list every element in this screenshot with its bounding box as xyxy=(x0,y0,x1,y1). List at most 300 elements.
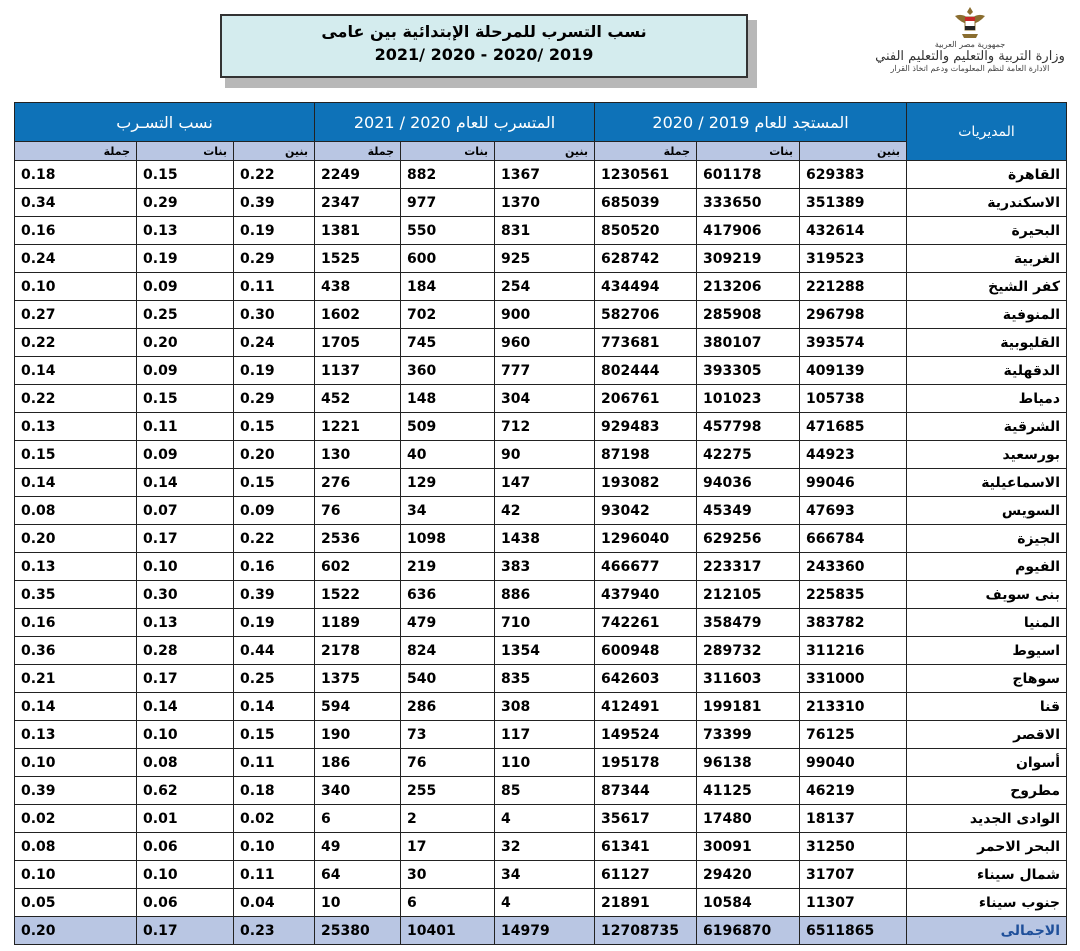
enrolled-total-cell: 195178 xyxy=(595,749,697,777)
enrolled-boys-cell: 383782 xyxy=(800,609,907,637)
rate-boys-cell: 0.14 xyxy=(234,693,315,721)
dropped-girls-cell: 479 xyxy=(401,609,495,637)
dropped-girls-cell: 10401 xyxy=(401,917,495,945)
dropped-total-cell: 452 xyxy=(315,385,401,413)
rate-girls-cell: 0.30 xyxy=(137,581,234,609)
table-row xyxy=(15,329,1067,357)
table-row xyxy=(15,805,1067,833)
enrolled-total-cell: 642603 xyxy=(595,665,697,693)
rate-girls-cell: 0.10 xyxy=(137,861,234,889)
governorate-name: كفر الشيخ xyxy=(907,273,1067,301)
dropped-boys-cell: 308 xyxy=(495,693,595,721)
enrolled-total-cell: 93042 xyxy=(595,497,697,525)
rate-total-cell: 0.10 xyxy=(15,861,137,889)
enrolled-girls-cell: 6196870 xyxy=(697,917,800,945)
enrolled-total-cell: 61127 xyxy=(595,861,697,889)
enrolled-total-cell: 628742 xyxy=(595,245,697,273)
rate-total-cell: 0.14 xyxy=(15,357,137,385)
governorate-name: الاسماعيلية xyxy=(907,469,1067,497)
rate-girls-cell: 0.06 xyxy=(137,889,234,917)
dropped-boys-cell: 34 xyxy=(495,861,595,889)
dropped-girls-cell: 73 xyxy=(401,721,495,749)
enrolled-total-cell: 206761 xyxy=(595,385,697,413)
enrolled-girls-cell: 601178 xyxy=(697,161,800,189)
dropped-total-cell: 64 xyxy=(315,861,401,889)
rate-boys-cell: 0.30 xyxy=(234,301,315,329)
rate-total-cell: 0.20 xyxy=(15,525,137,553)
enrolled-boys-cell: 243360 xyxy=(800,553,907,581)
enrolled-total-cell: 35617 xyxy=(595,805,697,833)
table-row xyxy=(15,609,1067,637)
dropped-boys-cell: 1367 xyxy=(495,161,595,189)
enrolled-boys-cell: 46219 xyxy=(800,777,907,805)
rate-girls-cell: 0.17 xyxy=(137,525,234,553)
governorate-name: القاهرة xyxy=(907,161,1067,189)
enrolled-total-cell: 802444 xyxy=(595,357,697,385)
table-row xyxy=(15,441,1067,469)
rate-boys-cell: 0.29 xyxy=(234,245,315,273)
rate-girls-cell: 0.07 xyxy=(137,497,234,525)
title-line-1: نسب التسرب للمرحلة الإبتدائية بين عامى xyxy=(321,22,647,41)
enrolled-girls-cell: 358479 xyxy=(697,609,800,637)
rate-girls-cell: 0.01 xyxy=(137,805,234,833)
enrolled-boys-cell: 76125 xyxy=(800,721,907,749)
dropped-girls-cell: 1098 xyxy=(401,525,495,553)
table-row xyxy=(15,833,1067,861)
rate-boys-cell: 0.19 xyxy=(234,217,315,245)
enrolled-boys-cell: 18137 xyxy=(800,805,907,833)
rate-girls-cell: 0.17 xyxy=(137,917,234,945)
enrolled-boys-cell: 296798 xyxy=(800,301,907,329)
table-row xyxy=(15,749,1067,777)
rate-boys-cell: 0.22 xyxy=(234,161,315,189)
rate-boys-cell: 0.09 xyxy=(234,497,315,525)
rate-total-cell: 0.35 xyxy=(15,581,137,609)
subheader-girls: بنات xyxy=(137,142,234,161)
table-row xyxy=(15,245,1067,273)
table-body xyxy=(15,161,1067,945)
rate-total-cell: 0.18 xyxy=(15,161,137,189)
rate-boys-cell: 0.25 xyxy=(234,665,315,693)
dropped-boys-cell: 1354 xyxy=(495,637,595,665)
table-row xyxy=(15,553,1067,581)
enrolled-total-cell: 582706 xyxy=(595,301,697,329)
subheader-total: جملة xyxy=(15,142,137,161)
dropped-boys-cell: 32 xyxy=(495,833,595,861)
rate-total-cell: 0.22 xyxy=(15,385,137,413)
enrolled-boys-cell: 99040 xyxy=(800,749,907,777)
enrolled-girls-cell: 212105 xyxy=(697,581,800,609)
table-row xyxy=(15,777,1067,805)
rate-girls-cell: 0.28 xyxy=(137,637,234,665)
enrolled-boys-cell: 31250 xyxy=(800,833,907,861)
enrolled-girls-cell: 96138 xyxy=(697,749,800,777)
rate-total-cell: 0.13 xyxy=(15,553,137,581)
rate-girls-cell: 0.09 xyxy=(137,441,234,469)
dropped-girls-cell: 745 xyxy=(401,329,495,357)
rate-boys-cell: 0.11 xyxy=(234,273,315,301)
dropped-girls-cell: 509 xyxy=(401,413,495,441)
rate-girls-cell: 0.11 xyxy=(137,413,234,441)
enrolled-girls-cell: 29420 xyxy=(697,861,800,889)
rate-total-cell: 0.10 xyxy=(15,749,137,777)
governorate-name: البحيرة xyxy=(907,217,1067,245)
dropped-total-cell: 6 xyxy=(315,805,401,833)
dropped-boys-cell: 4 xyxy=(495,889,595,917)
governorate-name: دمياط xyxy=(907,385,1067,413)
rate-girls-cell: 0.13 xyxy=(137,609,234,637)
enrolled-girls-cell: 42275 xyxy=(697,441,800,469)
rate-total-cell: 0.20 xyxy=(15,917,137,945)
rate-girls-cell: 0.09 xyxy=(137,357,234,385)
enrolled-total-cell: 685039 xyxy=(595,189,697,217)
enrolled-girls-cell: 289732 xyxy=(697,637,800,665)
dropped-boys-cell: 712 xyxy=(495,413,595,441)
enrolled-girls-cell: 30091 xyxy=(697,833,800,861)
enrolled-total-cell: 1296040 xyxy=(595,525,697,553)
logo-ministry-text: وزارة التربية والتعليم والتعليم الفني xyxy=(875,49,1065,64)
dropped-girls-cell: 600 xyxy=(401,245,495,273)
enrolled-boys-cell: 213310 xyxy=(800,693,907,721)
subheader-total: جملة xyxy=(315,142,401,161)
enrolled-girls-cell: 457798 xyxy=(697,413,800,441)
enrolled-total-cell: 850520 xyxy=(595,217,697,245)
table-row xyxy=(15,889,1067,917)
enrolled-boys-cell: 31707 xyxy=(800,861,907,889)
subheader-girls: بنات xyxy=(697,142,800,161)
rate-total-cell: 0.15 xyxy=(15,441,137,469)
dropped-girls-cell: 6 xyxy=(401,889,495,917)
dropped-boys-cell: 900 xyxy=(495,301,595,329)
dropped-girls-cell: 129 xyxy=(401,469,495,497)
governorate-name: مطروح xyxy=(907,777,1067,805)
governorate-name: الشرقية xyxy=(907,413,1067,441)
rate-boys-cell: 0.15 xyxy=(234,413,315,441)
dropped-boys-cell: 14979 xyxy=(495,917,595,945)
dropped-boys-cell: 960 xyxy=(495,329,595,357)
table-row xyxy=(15,581,1067,609)
dropped-boys-cell: 777 xyxy=(495,357,595,385)
enrolled-total-cell: 412491 xyxy=(595,693,697,721)
enrolled-total-cell: 437940 xyxy=(595,581,697,609)
rate-boys-cell: 0.23 xyxy=(234,917,315,945)
dropped-total-cell: 1381 xyxy=(315,217,401,245)
governorate-name: المنوفية xyxy=(907,301,1067,329)
enrolled-boys-cell: 44923 xyxy=(800,441,907,469)
dropped-total-cell: 25380 xyxy=(315,917,401,945)
dropped-total-cell: 594 xyxy=(315,693,401,721)
report-title xyxy=(220,14,748,78)
governorate-name: قنا xyxy=(907,693,1067,721)
enrolled-girls-cell: 380107 xyxy=(697,329,800,357)
dropped-boys-cell: 90 xyxy=(495,441,595,469)
rate-boys-cell: 0.44 xyxy=(234,637,315,665)
enrolled-girls-cell: 73399 xyxy=(697,721,800,749)
enrolled-total-cell: 61341 xyxy=(595,833,697,861)
dropped-total-cell: 1602 xyxy=(315,301,401,329)
dropped-total-cell: 186 xyxy=(315,749,401,777)
subheader-total: جملة xyxy=(595,142,697,161)
rate-girls-cell: 0.19 xyxy=(137,245,234,273)
enrolled-total-cell: 600948 xyxy=(595,637,697,665)
dropped-girls-cell: 824 xyxy=(401,637,495,665)
dropped-boys-cell: 383 xyxy=(495,553,595,581)
dropped-girls-cell: 360 xyxy=(401,357,495,385)
governorate-name: القليوبية xyxy=(907,329,1067,357)
enrolled-boys-cell: 47693 xyxy=(800,497,907,525)
dropped-girls-cell: 540 xyxy=(401,665,495,693)
table-row xyxy=(15,693,1067,721)
enrolled-girls-cell: 309219 xyxy=(697,245,800,273)
enrolled-total-cell: 773681 xyxy=(595,329,697,357)
rate-boys-cell: 0.39 xyxy=(234,189,315,217)
subheader-boys: بنين xyxy=(800,142,907,161)
dropped-girls-cell: 702 xyxy=(401,301,495,329)
rate-total-cell: 0.24 xyxy=(15,245,137,273)
rate-boys-cell: 0.22 xyxy=(234,525,315,553)
dropped-total-cell: 49 xyxy=(315,833,401,861)
table-row xyxy=(15,301,1067,329)
enrolled-boys-cell: 629383 xyxy=(800,161,907,189)
enrolled-boys-cell: 331000 xyxy=(800,665,907,693)
rate-girls-cell: 0.13 xyxy=(137,217,234,245)
enrolled-total-cell: 1230561 xyxy=(595,161,697,189)
rate-girls-cell: 0.08 xyxy=(137,749,234,777)
enrolled-boys-cell: 432614 xyxy=(800,217,907,245)
rate-boys-cell: 0.11 xyxy=(234,749,315,777)
enrolled-total-cell: 149524 xyxy=(595,721,697,749)
rate-total-cell: 0.05 xyxy=(15,889,137,917)
dropped-boys-cell: 42 xyxy=(495,497,595,525)
header-enrolled: المستجد للعام 2019 / 2020 xyxy=(595,103,907,142)
rate-total-cell: 0.36 xyxy=(15,637,137,665)
rate-boys-cell: 0.20 xyxy=(234,441,315,469)
dropped-boys-cell: 835 xyxy=(495,665,595,693)
table-row xyxy=(15,413,1067,441)
dropped-boys-cell: 85 xyxy=(495,777,595,805)
dropped-boys-cell: 4 xyxy=(495,805,595,833)
governorate-name: اسيوط xyxy=(907,637,1067,665)
dropped-girls-cell: 76 xyxy=(401,749,495,777)
dropped-girls-cell: 286 xyxy=(401,693,495,721)
dropped-boys-cell: 1438 xyxy=(495,525,595,553)
table-row xyxy=(15,861,1067,889)
rate-total-cell: 0.16 xyxy=(15,609,137,637)
header-governorate: المديريات xyxy=(907,103,1067,161)
governorate-name: الفيوم xyxy=(907,553,1067,581)
rate-boys-cell: 0.39 xyxy=(234,581,315,609)
dropped-total-cell: 1221 xyxy=(315,413,401,441)
enrolled-girls-cell: 10584 xyxy=(697,889,800,917)
table-row xyxy=(15,525,1067,553)
enrolled-girls-cell: 17480 xyxy=(697,805,800,833)
rate-total-cell: 0.13 xyxy=(15,413,137,441)
rate-girls-cell: 0.14 xyxy=(137,469,234,497)
enrolled-girls-cell: 213206 xyxy=(697,273,800,301)
dropped-boys-cell: 147 xyxy=(495,469,595,497)
dropped-total-cell: 1189 xyxy=(315,609,401,637)
rate-girls-cell: 0.15 xyxy=(137,161,234,189)
enrolled-total-cell: 929483 xyxy=(595,413,697,441)
enrolled-total-cell: 434494 xyxy=(595,273,697,301)
dropped-total-cell: 2249 xyxy=(315,161,401,189)
dropped-girls-cell: 255 xyxy=(401,777,495,805)
dropped-boys-cell: 117 xyxy=(495,721,595,749)
enrolled-total-cell: 742261 xyxy=(595,609,697,637)
rate-girls-cell: 0.15 xyxy=(137,385,234,413)
dropped-total-cell: 2178 xyxy=(315,637,401,665)
governorate-name: البحر الاحمر xyxy=(907,833,1067,861)
enrolled-total-cell: 193082 xyxy=(595,469,697,497)
dropped-total-cell: 1522 xyxy=(315,581,401,609)
rate-boys-cell: 0.15 xyxy=(234,469,315,497)
eagle-emblem-icon xyxy=(952,4,988,40)
enrolled-girls-cell: 629256 xyxy=(697,525,800,553)
rate-total-cell: 0.14 xyxy=(15,469,137,497)
rate-total-cell: 0.08 xyxy=(15,833,137,861)
rate-total-cell: 0.02 xyxy=(15,805,137,833)
rate-girls-cell: 0.14 xyxy=(137,693,234,721)
enrolled-boys-cell: 105738 xyxy=(800,385,907,413)
table-row xyxy=(15,665,1067,693)
enrolled-girls-cell: 41125 xyxy=(697,777,800,805)
rate-girls-cell: 0.62 xyxy=(137,777,234,805)
dropped-total-cell: 130 xyxy=(315,441,401,469)
enrolled-boys-cell: 393574 xyxy=(800,329,907,357)
dropped-boys-cell: 110 xyxy=(495,749,595,777)
dropped-girls-cell: 34 xyxy=(401,497,495,525)
rate-girls-cell: 0.17 xyxy=(137,665,234,693)
dropped-girls-cell: 977 xyxy=(401,189,495,217)
table-row xyxy=(15,497,1067,525)
enrolled-boys-cell: 409139 xyxy=(800,357,907,385)
dropped-total-cell: 2536 xyxy=(315,525,401,553)
table-row xyxy=(15,161,1067,189)
dropped-boys-cell: 831 xyxy=(495,217,595,245)
dropped-total-cell: 2347 xyxy=(315,189,401,217)
rate-boys-cell: 0.11 xyxy=(234,861,315,889)
governorate-name: جنوب سيناء xyxy=(907,889,1067,917)
enrolled-total-cell: 21891 xyxy=(595,889,697,917)
enrolled-girls-cell: 417906 xyxy=(697,217,800,245)
enrolled-girls-cell: 94036 xyxy=(697,469,800,497)
governorate-name: الدقهلية xyxy=(907,357,1067,385)
enrolled-boys-cell: 351389 xyxy=(800,189,907,217)
table-row xyxy=(15,721,1067,749)
dropped-boys-cell: 304 xyxy=(495,385,595,413)
subheader-boys: بنين xyxy=(234,142,315,161)
governorate-name: الاقصر xyxy=(907,721,1067,749)
rate-boys-cell: 0.18 xyxy=(234,777,315,805)
dropped-boys-cell: 254 xyxy=(495,273,595,301)
governorate-name: الاجمالى xyxy=(907,917,1067,945)
dropout-table xyxy=(14,102,1067,945)
table-row xyxy=(15,357,1067,385)
dropped-girls-cell: 40 xyxy=(401,441,495,469)
enrolled-boys-cell: 221288 xyxy=(800,273,907,301)
rate-total-cell: 0.34 xyxy=(15,189,137,217)
subheader-boys: بنين xyxy=(495,142,595,161)
rate-total-cell: 0.10 xyxy=(15,273,137,301)
enrolled-girls-cell: 333650 xyxy=(697,189,800,217)
governorate-name: سوهاج xyxy=(907,665,1067,693)
rate-girls-cell: 0.06 xyxy=(137,833,234,861)
rate-boys-cell: 0.29 xyxy=(234,385,315,413)
dropped-boys-cell: 886 xyxy=(495,581,595,609)
dropped-girls-cell: 17 xyxy=(401,833,495,861)
rate-total-cell: 0.14 xyxy=(15,693,137,721)
governorate-name: بنى سويف xyxy=(907,581,1067,609)
dropped-total-cell: 10 xyxy=(315,889,401,917)
table-row xyxy=(15,273,1067,301)
dropped-total-cell: 1137 xyxy=(315,357,401,385)
rate-total-cell: 0.21 xyxy=(15,665,137,693)
enrolled-girls-cell: 311603 xyxy=(697,665,800,693)
dropped-total-cell: 1705 xyxy=(315,329,401,357)
table-row xyxy=(15,217,1067,245)
enrolled-total-cell: 87344 xyxy=(595,777,697,805)
rate-total-cell: 0.16 xyxy=(15,217,137,245)
rate-total-cell: 0.27 xyxy=(15,301,137,329)
enrolled-girls-cell: 223317 xyxy=(697,553,800,581)
table-row xyxy=(15,385,1067,413)
enrolled-total-cell: 12708735 xyxy=(595,917,697,945)
rate-boys-cell: 0.19 xyxy=(234,609,315,637)
dropped-total-cell: 340 xyxy=(315,777,401,805)
enrolled-girls-cell: 285908 xyxy=(697,301,800,329)
enrolled-boys-cell: 471685 xyxy=(800,413,907,441)
governorate-name: أسوان xyxy=(907,749,1067,777)
title-line-2: 2021/ 2020 - 2020/ 2019 xyxy=(374,45,594,64)
dropped-girls-cell: 219 xyxy=(401,553,495,581)
rate-girls-cell: 0.10 xyxy=(137,553,234,581)
dropped-girls-cell: 550 xyxy=(401,217,495,245)
enrolled-boys-cell: 6511865 xyxy=(800,917,907,945)
enrolled-total-cell: 87198 xyxy=(595,441,697,469)
dropped-boys-cell: 925 xyxy=(495,245,595,273)
dropped-total-cell: 1375 xyxy=(315,665,401,693)
enrolled-girls-cell: 199181 xyxy=(697,693,800,721)
rate-boys-cell: 0.16 xyxy=(234,553,315,581)
rate-girls-cell: 0.09 xyxy=(137,273,234,301)
enrolled-boys-cell: 319523 xyxy=(800,245,907,273)
table-row xyxy=(15,469,1067,497)
logo-country-text: جمهورية مصر العربية xyxy=(934,40,1006,49)
dropped-girls-cell: 148 xyxy=(401,385,495,413)
table-row xyxy=(15,637,1067,665)
dropped-girls-cell: 184 xyxy=(401,273,495,301)
rate-boys-cell: 0.10 xyxy=(234,833,315,861)
rate-girls-cell: 0.25 xyxy=(137,301,234,329)
rate-boys-cell: 0.15 xyxy=(234,721,315,749)
rate-boys-cell: 0.19 xyxy=(234,357,315,385)
table-total-row xyxy=(15,917,1067,945)
rate-boys-cell: 0.24 xyxy=(234,329,315,357)
dropped-total-cell: 190 xyxy=(315,721,401,749)
header-dropped: المتسرب للعام 2020 / 2021 xyxy=(315,103,595,142)
governorate-name: الاسكندرية xyxy=(907,189,1067,217)
logo-department-text: الادارة العامة لنظم المعلومات ودعم اتخاذ القرار xyxy=(890,64,1050,73)
governorate-name: بورسعيد xyxy=(907,441,1067,469)
dropped-girls-cell: 882 xyxy=(401,161,495,189)
dropped-total-cell: 1525 xyxy=(315,245,401,273)
dropped-total-cell: 438 xyxy=(315,273,401,301)
header-rate: نسب التسـرب xyxy=(15,103,315,142)
rate-boys-cell: 0.04 xyxy=(234,889,315,917)
rate-total-cell: 0.39 xyxy=(15,777,137,805)
enrolled-girls-cell: 101023 xyxy=(697,385,800,413)
governorate-name: شمال سيناء xyxy=(907,861,1067,889)
